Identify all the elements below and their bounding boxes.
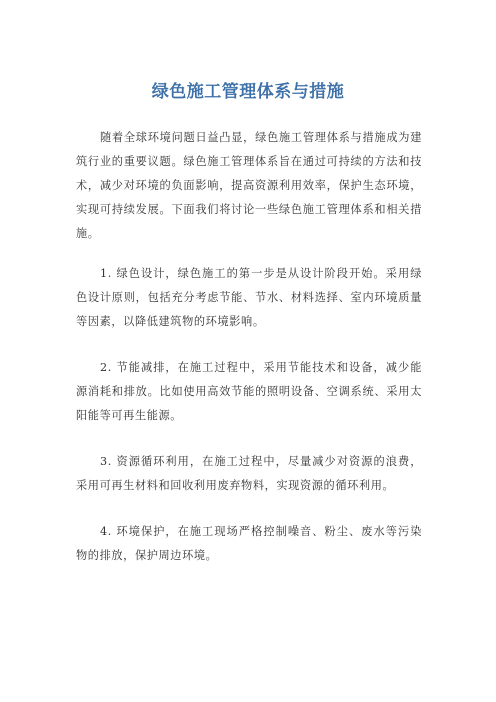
paragraph-environmental-protection: 4. 环境保护，在施工现场严格控制噪音、粉尘、废水等污染物的排放，保护周边环境。 <box>76 525 422 562</box>
paragraph-resource-recycling: 3. 资源循环利用，在施工过程中，尽量减少对资源的浪费，采用可再生材料和回收利用废弃物料，实现资源的循环利用。 <box>76 455 422 492</box>
paragraph-energy-saving: 2. 节能减排，在施工过程中，采用节能技术和设备，减少能源消耗和排放。比如使用高效节能的照明设备、空调系统、采用太阳能等可再生能源。 <box>76 361 422 422</box>
paragraph-green-design: 1. 绿色设计，绿色施工的第一步是从设计阶段开始。采用绿色设计原则，包括充分考虑节能、节水、材料选择、室内环境质量等因素，以降低建筑物的环境影响。 <box>76 267 422 328</box>
document-title: 绿色施工管理体系与措施 <box>151 82 345 102</box>
intro-paragraph: 随着全球环境问题日益凸显，绿色施工管理体系与措施成为建筑行业的重要议题。绿色施工管理体系旨在通过可持续的方法和技术，减少对环境的负面影响，提高资源利用效率，保护生态环境，实现可持续发展。下面我们将讨论一些绿色施工管理体系和相关措施。 <box>76 131 422 240</box>
